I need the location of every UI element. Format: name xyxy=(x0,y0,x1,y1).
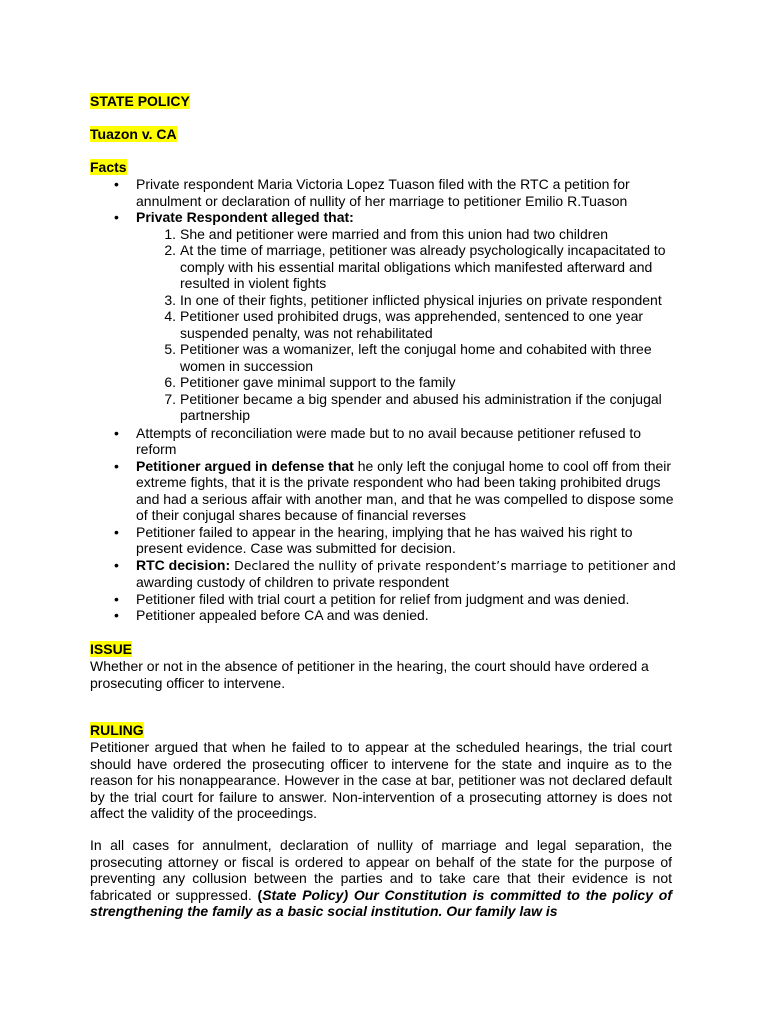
issue-heading-text: ISSUE xyxy=(90,641,133,657)
issue-heading xyxy=(90,641,132,658)
allegation-text: Petitioner became a big spender and abused his administration if the conjugal partnership xyxy=(180,390,662,423)
allegation-text: At the time of marriage, petitioner was already psychologically incapacitated to comply with his essential marital obligations which manifested afterward and resulted in violent fights xyxy=(180,242,666,291)
ruling-heading xyxy=(90,722,144,739)
case-name-heading xyxy=(90,126,177,143)
facts-list-bottom xyxy=(90,425,680,624)
ruling-para2-text: In all cases for annulment, declaration of nullity of marriage and legal separation, the prosecuting attorney or fiscal is ordered to appear on behalf of the state for the purpose of preventing any collusion between the parties and to take care that their evidence is not fabricated or suppressed. xyxy=(90,837,672,903)
fact-rtc-decision xyxy=(90,557,680,591)
ruling-paragraph-2 xyxy=(90,837,672,920)
ruling-paragraph-1: Petitioner argued that when he failed to to appear at the scheduled hearings, the trial court should have ordered the prosecuting officer to intervene for the state and inquire as to the reason for his nonappearance. However in the case at bar, petitioner was not declared default by the trial court for failure to answer. Non-intervention of a prosecuting attorney is does not affect the validity of the proceedings. xyxy=(90,739,672,821)
allegation-item: 6. Petitioner gave minimal support to the family xyxy=(164,374,456,390)
facts-section xyxy=(90,176,680,624)
defense-text: he only left the conjugal home to cool off from their extreme fights, that it is the private respondent who had been taking prohibited drugs and had a serious affair with another man, and that he was compelled to dispose some of their conjugal shares because of financial reverses xyxy=(136,457,674,523)
rtc-text-b: awarding custody of children to private respondent xyxy=(136,574,449,590)
allegation-item: 4. Petitioner used prohibited drugs, was apprehended, sentenced to one year suspended penalty, was not rehabilitated xyxy=(164,308,644,341)
rtc-label: RTC decision: xyxy=(136,556,231,573)
case-name-text: Tuazon v. CA xyxy=(90,126,177,142)
ruling-heading-text: RULING xyxy=(90,722,144,738)
rtc-text-a: Declared the nullity of private respondent’s marriage to petitioner and xyxy=(230,557,676,573)
ruling-para2-policy: State Policy) Our Constitution is committed to the policy of strengthening the family as a basic social institution. Our family law is xyxy=(90,886,672,919)
fact-appealed: • Petitioner appealed before CA and was denied. xyxy=(90,607,680,624)
allegation-text: In one of their fights, petitioner inflicted physical injuries on private respondent xyxy=(180,291,662,308)
fact-alleged xyxy=(90,209,680,226)
fact-relief: • Petitioner filed with trial court a petition for relief from judgment and was denied. xyxy=(90,591,680,608)
fact-defense xyxy=(90,458,680,524)
allegation-item: 5. Petitioner was a womanizer, left the conjugal home and cohabited with three women in succession xyxy=(164,341,652,374)
allegation-text: Petitioner gave minimal support to the family xyxy=(180,374,456,390)
allegations-list xyxy=(90,226,680,424)
alleged-label: Private Respondent alleged that: xyxy=(136,209,354,225)
allegation-item: 3. In one of their fights, petitioner inflicted physical injuries on private respondent xyxy=(164,291,662,308)
issue-text: Whether or not in the absence of petitioner in the hearing, the court should have ordered a prosecuting officer to intervene. xyxy=(90,658,649,691)
ruling-para2-open: ( xyxy=(257,886,263,903)
facts-list-top xyxy=(90,176,680,226)
fact-reconciliation: • Attempts of reconciliation were made but to no avail because petitioner refused to reform xyxy=(90,425,680,458)
allegation-item: 7. Petitioner became a big spender and abused his administration if the conjugal partnership xyxy=(164,390,662,423)
allegation-item: 1. She and petitioner were married and from this union had two children xyxy=(164,225,609,242)
allegation-text: Petitioner used prohibited drugs, was apprehended, sentenced to one year suspended penalty, was not rehabilitated xyxy=(180,308,644,341)
facts-heading-text: Facts xyxy=(90,159,127,175)
fact-failed-appear: • Petitioner failed to appear in the hearing, implying that he has waived his right to present evidence. Case was submitted for decision. xyxy=(90,524,680,557)
allegation-text: Petitioner was a womanizer, left the conjugal home and cohabited with three women in succession xyxy=(180,341,652,374)
fact-intro: • Private respondent Maria Victoria Lopez Tuason filed with the RTC a petition for annulment or declaration of nullity of her marriage to petitioner Emilio R.Tuason xyxy=(90,176,680,209)
document-title xyxy=(90,93,190,110)
defense-label: Petitioner argued in defense that xyxy=(136,457,354,474)
facts-heading xyxy=(90,159,127,176)
allegation-item: 2. At the time of marriage, petitioner was already psychologically incapacitated to comply with his essential marital obligations which manifested afterward and resulted in violent fights xyxy=(164,242,666,291)
allegation-text: She and petitioner were married and from this union had two children xyxy=(180,225,609,242)
title-text: STATE POLICY xyxy=(90,93,190,109)
